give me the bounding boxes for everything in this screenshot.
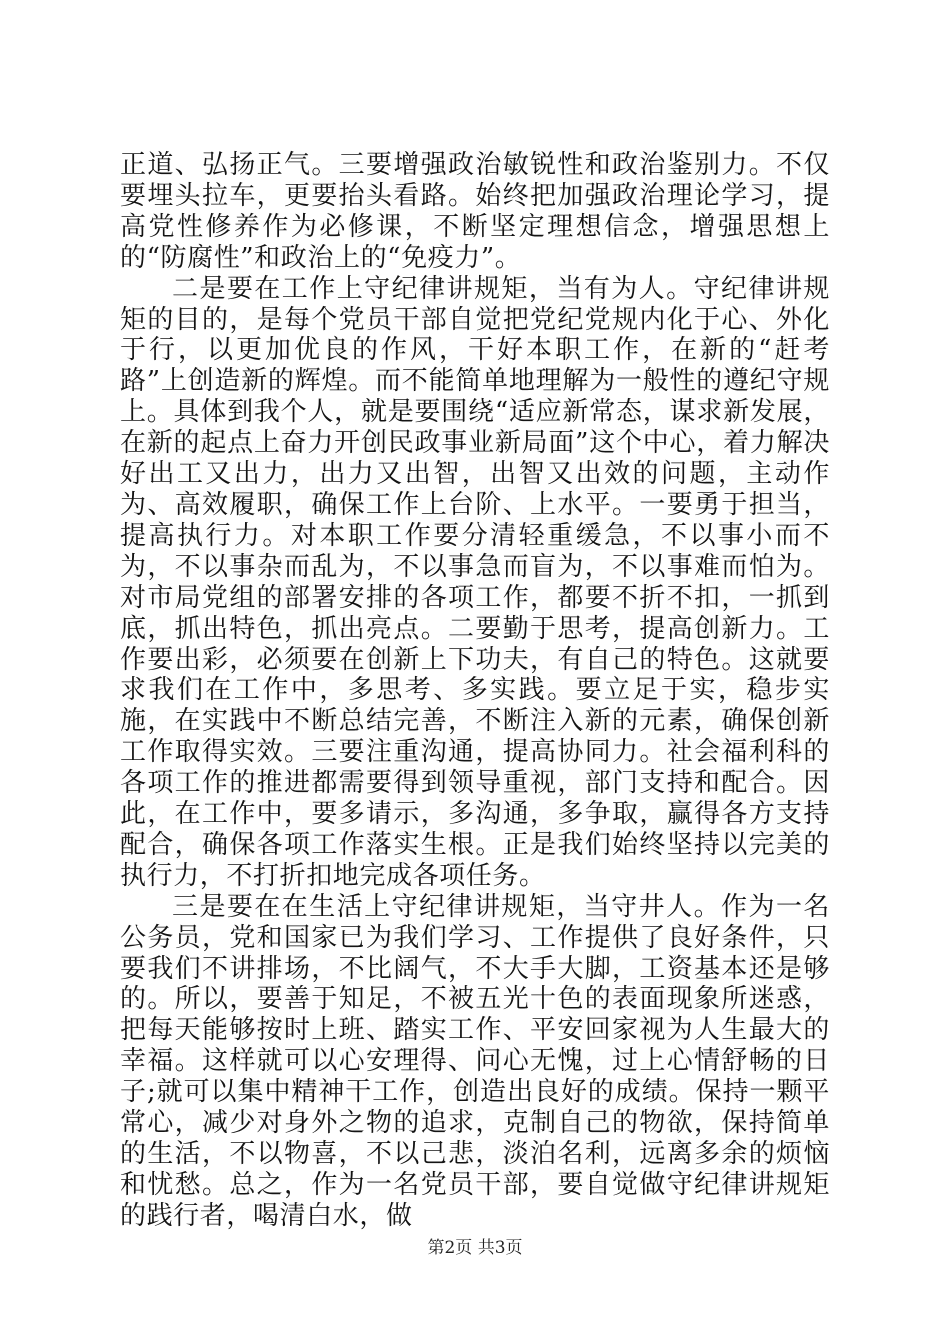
page-footer: 第2页 共3页	[427, 1238, 523, 1258]
document-body	[120, 150, 830, 1232]
paragraph-2: 二是要在工作上守纪律讲规矩，当有为人。守纪律讲规矩的目的，是每个党员干部自觉把党纪党规内化于心、外化于行，以更加优良的作风，干好本职工作，在新的“赶考路”上创造新的辉煌。而不能简单地理解为一般性的遵纪守规上。具体到我个人，就是要围绕“适应新常态，谋求新发展，在新的起点上奋力开创民政事业新局面”这个中心，着力解决好出工又出力，出力又出智，出智又出效的问题，主动作为、高效履职，确保工作上台阶、上水平。一要勇于担当，提高执行力。对本职工作要分清轻重缓急，不以事小而不为，不以事杂而乱为，不以事急而盲为，不以事难而怕为。对市局党组的部署安排的各项工作，都要不折不扣，一抓到底，抓出特色，抓出亮点。二要勤于思考，提高创新力。工作要出彩，必须要在创新上下功夫，有自己的特色。这就要求我们在工作中，多思考、多实践。要立足于实，稳步实施，在实践中不断总结完善，不断注入新的元素，确保创新工作取得实效。三要注重沟通，提高协同力。社会福利科的各项工作的推进都需要得到领导重视，部门支持和配合。因此，在工作中，要多请示，多沟通，多争取，赢得各方支持配合，确保各项工作落实生根。正是我们始终坚持以完美的执行力，不打折扣地完成各项任务。	[120, 273, 830, 891]
paragraph-1: 正道、弘扬正气。三要增强政治敏锐性和政治鉴别力。不仅要埋头拉车，更要抬头看路。始终把加强政治理论学习，提高党性修养作为必修课，不断坚定理想信念，增强思想上的“防腐性”和政治上的“免疫力”。	[120, 150, 830, 273]
paragraph-3: 三是要在在生活上守纪律讲规矩，当守井人。作为一名公务员，党和国家已为我们学习、工作提供了良好条件，只要我们不讲排场，不比阔气，不大手大脚，工资基本还是够的。所以，要善于知足，不被五光十色的表面现象所迷惑，把每天能够按时上班、踏实工作、平安回家视为人生最大的幸福。这样就可以心安理得、问心无愧，过上心情舒畅的日子;就可以集中精神干工作，创造出良好的成绩。保持一颗平常心，减少对身外之物的追求，克制自己的物欲，保持简单的生活，不以物喜，不以己悲，淡泊名利，远离多余的烦恼和忧愁。总之，作为一名党员干部，要自觉做守纪律讲规矩的践行者，喝清白水，做	[120, 891, 830, 1231]
